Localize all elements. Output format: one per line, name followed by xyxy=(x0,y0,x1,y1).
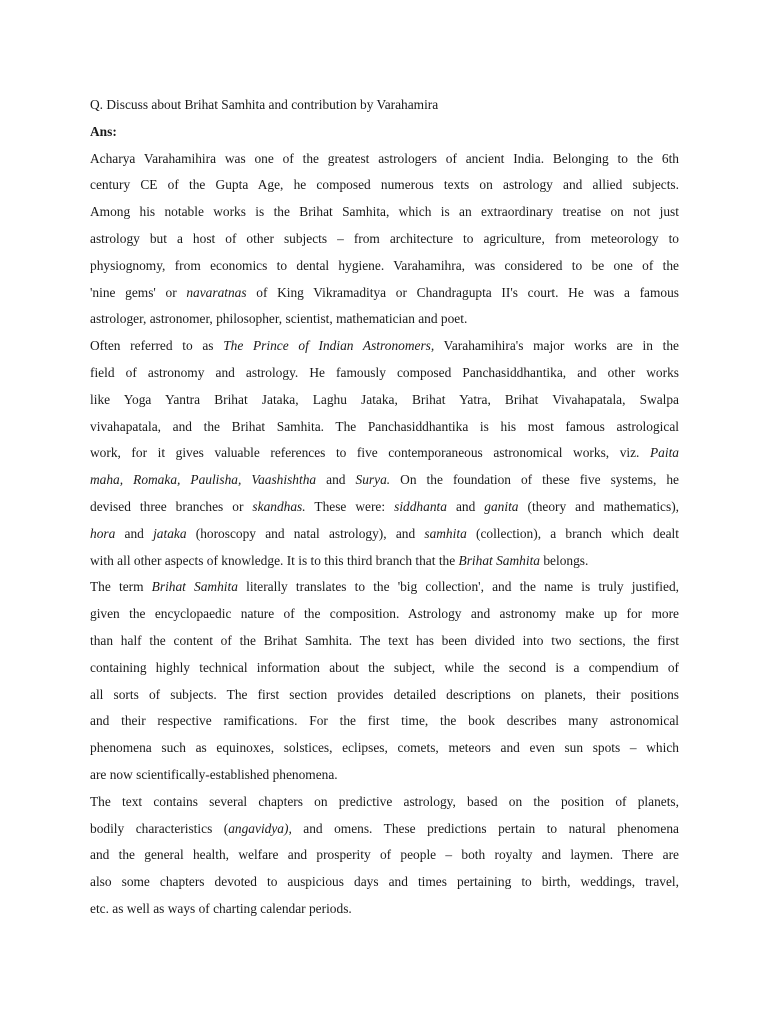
paragraph xyxy=(90,333,679,574)
italic-text: ganita xyxy=(484,498,519,514)
text-line xyxy=(90,280,679,307)
text-span: and the general health, welfare and prosperity of people – both royalty and laymen. There are xyxy=(90,847,679,863)
text-span: (theory and mathematics), xyxy=(518,498,680,514)
text-line xyxy=(90,762,679,789)
text-span: (horoscopy and natal astrology), and xyxy=(186,525,425,541)
text-span: work, for it gives valuable references to five contemporaneous astronomical works, viz. xyxy=(90,445,650,461)
text-span: astrologer, astronomer, philosopher, scientist, mathematician and poet. xyxy=(90,311,468,327)
text-span: given the encyclopaedic nature of the composition. Astrology and astronomy make up for more xyxy=(90,606,679,622)
paragraph xyxy=(90,574,679,788)
text-line xyxy=(90,172,679,199)
text-span: are now scientifically-established phenomena. xyxy=(90,766,338,782)
italic-text: samhita xyxy=(424,525,467,541)
text-span: and xyxy=(115,525,154,541)
text-span: containing highly technical information about the subject, while the second is a compendium of xyxy=(90,659,679,675)
text-line xyxy=(90,414,679,441)
text-line xyxy=(90,253,679,280)
paragraph xyxy=(90,146,679,334)
text-span: vivahapatala, and the Brihat Samhita. The Panchasiddhantika is his most famous astrological xyxy=(90,418,679,434)
text-span: belongs. xyxy=(540,552,589,568)
text-span: physiognomy, from economics to dental hygiene. Varahamihra, was considered to be one of the xyxy=(90,257,679,273)
text-span: On the foundation of these five systems, he xyxy=(390,472,679,488)
italic-text: Brihat Samhita xyxy=(458,552,540,568)
text-span: and xyxy=(316,472,356,488)
text-line xyxy=(90,467,679,494)
italic-text: Brihat Samhita xyxy=(151,579,238,595)
text-span: like Yoga Yantra Brihat Jataka, Laghu Jataka, Brihat Yatra, Brihat Vivahapatala, Swalpa xyxy=(90,391,679,407)
text-line xyxy=(90,735,679,762)
text-line xyxy=(90,521,679,548)
text-line xyxy=(90,869,679,896)
answer-body xyxy=(90,146,679,923)
italic-text: The Prince of Indian Astronomers, xyxy=(223,338,435,354)
text-span: and omens. These predictions pertain to natural phenomena xyxy=(291,820,679,836)
italic-text: maha, Romaka, Paulisha, Vaashishtha xyxy=(90,472,317,488)
text-span: phenomena such as equinoxes, solstices, eclipses, comets, meteors and even sun spots – which xyxy=(90,740,679,756)
text-span: of King Vikramaditya or Chandragupta II's court. He was a famous xyxy=(246,284,679,300)
text-span: 'nine gems' or xyxy=(90,284,187,300)
text-span: and their respective ramifications. For the first time, the book describes many astronomical xyxy=(90,713,679,729)
text-line xyxy=(90,333,679,360)
italic-text: Surya. xyxy=(355,472,391,488)
italic-text: angavidya), xyxy=(228,820,292,836)
italic-text: hora xyxy=(90,525,116,541)
text-span: also some chapters devoted to auspicious days and times pertaining to birth, weddings, travel, xyxy=(90,874,679,890)
text-line xyxy=(90,628,679,655)
text-span: all sorts of subjects. The first section provides detailed descriptions on planets, their positions xyxy=(90,686,679,702)
text-line xyxy=(90,816,679,843)
text-line xyxy=(90,682,679,709)
text-span: with all other aspects of knowledge. It is to this third branch that the xyxy=(90,552,459,568)
italic-text: navaratnas xyxy=(186,284,247,300)
text-span: These were: xyxy=(305,498,395,514)
text-line xyxy=(90,708,679,735)
text-span: than half the content of the Brihat Samhita. The text has been divided into two sections, the first xyxy=(90,632,679,648)
document-page xyxy=(90,92,679,923)
text-span: Often referred to as xyxy=(90,338,224,354)
text-line xyxy=(90,574,679,601)
text-span: century CE of the Gupta Age, he composed numerous texts on astrology and allied subjects. xyxy=(90,177,679,193)
text-span: etc. as well as ways of charting calendar periods. xyxy=(90,900,352,916)
italic-text: skandhas. xyxy=(252,498,306,514)
text-line xyxy=(90,440,679,467)
text-span: field of astronomy and astrology. He famously composed Panchasiddhantika, and other works xyxy=(90,364,679,380)
text-line xyxy=(90,789,679,816)
answer-label: Ans: xyxy=(90,123,117,139)
text-line xyxy=(90,548,679,575)
text-line xyxy=(90,199,679,226)
paragraph xyxy=(90,789,679,923)
italic-text: siddhanta xyxy=(394,498,447,514)
text-line xyxy=(90,655,679,682)
text-line xyxy=(90,146,679,173)
text-span: devised three branches or xyxy=(90,498,253,514)
text-span: Acharya Varahamihira was one of the greatest astrologers of ancient India. Belonging to the 6th xyxy=(90,150,679,166)
text-line xyxy=(90,360,679,387)
text-line xyxy=(90,842,679,869)
text-span: (collection), a branch which dealt xyxy=(466,525,679,541)
text-span: Varahamihira's major works are in the xyxy=(434,338,679,354)
text-span: and xyxy=(446,498,485,514)
italic-text: jataka xyxy=(153,525,187,541)
text-line xyxy=(90,387,679,414)
italic-text: Paita xyxy=(649,445,679,461)
text-line xyxy=(90,494,679,521)
text-line xyxy=(90,226,679,253)
text-line xyxy=(90,306,679,333)
text-span: The term xyxy=(90,579,152,595)
question-heading: Q. Discuss about Brihat Samhita and contribution by Varahamira xyxy=(90,97,439,112)
text-line xyxy=(90,896,679,923)
text-span: astrology but a host of other subjects – from architecture to agriculture, from meteorology to xyxy=(90,230,679,246)
text-span: bodily characteristics ( xyxy=(90,820,229,836)
text-line xyxy=(90,601,679,628)
text-span: literally translates to the 'big collection', and the name is truly justified, xyxy=(237,579,680,595)
text-span: The text contains several chapters on predictive astrology, based on the position of planets, xyxy=(90,793,679,809)
text-span: Among his notable works is the Brihat Samhita, which is an extraordinary treatise on not just xyxy=(90,204,679,220)
